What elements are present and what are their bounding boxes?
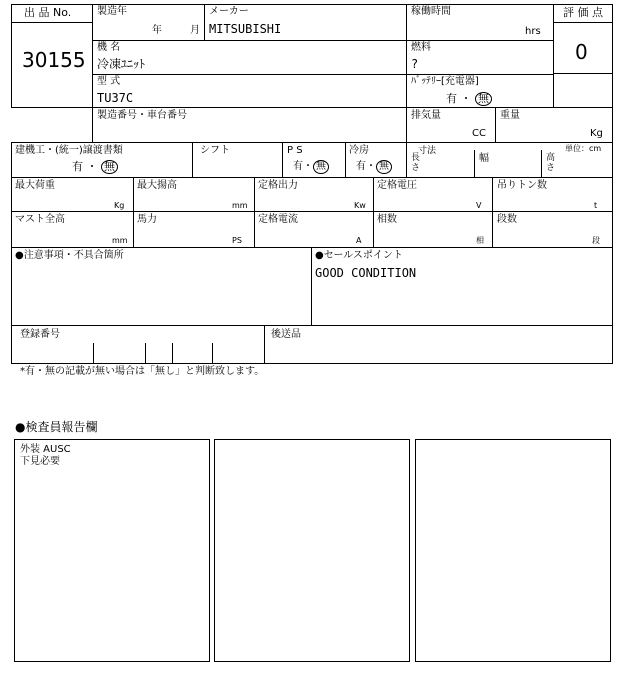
hours-unit: hrs [525,26,541,37]
cooling-no-circled[interactable]: 無 [376,160,392,174]
ps-yes[interactable]: 有 [293,161,303,172]
displacement-label: 排気量 [411,110,441,121]
battery-no-circled[interactable]: 無 [475,92,492,106]
weight-label: 重量 [500,110,520,121]
rated-current-label: 定格電流 [258,214,298,225]
hours-label: 稼働時間 [411,6,451,17]
max-lift-unit: mm [232,201,248,210]
inspector-line-1: 外装 AUSC [20,444,71,455]
rated-voltage-unit: V [476,201,482,210]
registration-label: 登録番号 [20,329,60,340]
divider [11,177,613,178]
sales-point-label: ●セールスポイント [315,250,403,261]
mast-height-unit: mm [112,236,128,245]
mfg-year-label: 製造年 [97,6,127,17]
battery-dot: ・ [460,92,472,105]
divider [553,4,554,108]
transfer-doc-label: 建機工・(統一)譲渡書類 [15,145,123,156]
rated-output-label: 定格出力 [258,180,298,191]
lifting-tons-unit: t [594,201,598,210]
divider [172,343,173,364]
divider [133,177,134,248]
maker-value: MITSUBISHI [209,22,282,36]
ps-label: P S [287,145,303,156]
divider [373,177,374,248]
inspector-heading: ●検査員報告欄 [15,420,98,434]
displacement-unit: CC [472,128,486,139]
rating-value: 0 [575,40,588,64]
lot-number: 30155 [22,48,86,72]
divider [474,150,475,177]
horsepower-label: 馬力 [137,214,157,225]
max-load-label: 最大荷重 [15,180,55,191]
divider [264,325,265,364]
divider [254,177,255,248]
dims-height: 高 さ [546,153,556,173]
rating-label: 評 価 点 [563,6,603,19]
divider [553,22,613,23]
model-type-label: 型 式 [97,76,121,87]
transfer-doc-options [72,160,118,174]
divider [553,73,613,74]
mfg-year-unit: 年 [152,25,162,36]
mast-height-label: マスト全高 [15,214,65,225]
shift-label: シフト [200,145,230,156]
model-type-value: TU37C [97,91,134,105]
battery-options [446,92,492,106]
dims-width: 幅 [479,153,489,164]
divider [92,74,553,75]
spec-table [11,142,613,248]
footnote: *有・無の記載が無い場合は「無し」と判断致します。 [20,366,265,377]
ps-dot: ・ [303,161,313,172]
inspector-line-2: 下見必要 [20,456,60,467]
weight-unit: Kg [590,128,603,139]
divider [345,142,346,177]
fuel-value: ? [411,57,419,71]
dims-unit-note: 単位：cm [565,144,602,153]
divider [406,142,407,177]
divider [495,107,496,143]
battery-yes[interactable]: 有 [446,92,457,105]
transfer-doc-yes[interactable]: 有 [72,160,83,173]
model-name-value: 冷凍ﾕﾆｯﾄ [97,57,146,71]
cooling-label: 冷房 [349,145,369,156]
serial-label: 製造番号・車台番号 [97,110,187,121]
lifting-tons-label: 吊りトン数 [497,180,547,191]
divider [406,107,407,143]
divider [204,4,205,40]
shipping-label: 後送品 [271,329,301,340]
divider [282,142,283,177]
rated-output-unit: Kw [354,201,366,210]
transfer-doc-dot: ・ [86,160,98,173]
inspector-box-1[interactable] [14,439,210,662]
cooling-dot: ・ [366,161,376,172]
steps-unit: 段 [592,236,600,245]
lot-label: 出 品 No. [24,6,72,19]
dims-label: 寸法 [418,146,437,156]
dims-length: 長 さ [411,153,421,173]
rated-current-unit: A [356,236,362,245]
phases-unit: 相 [476,236,484,245]
divider [145,343,146,364]
phases-label: 相数 [377,214,397,225]
transfer-doc-no-circled[interactable]: 無 [101,160,118,174]
maker-label: メーカー [209,6,249,17]
divider [192,142,193,177]
model-name-label: 機 名 [97,42,121,53]
battery-label: ﾊﾞｯﾃﾘｰ[充電器] [411,76,479,87]
divider [311,247,312,325]
notes-block [11,247,613,364]
ps-options [293,160,329,174]
ps-no-circled[interactable]: 無 [313,160,329,174]
sales-point-value: GOOD CONDITION [315,266,417,280]
mfg-month-unit: 月 [190,25,200,36]
divider [11,22,93,23]
divider [11,325,613,326]
notes-label: ●注意事項・不具合箇所 [15,250,124,261]
divider [93,343,94,364]
steps-label: 段数 [497,214,517,225]
divider [11,211,613,212]
rated-voltage-label: 定格電圧 [377,180,417,191]
horsepower-unit: PS [232,236,242,245]
cooling-yes[interactable]: 有 [356,161,366,172]
max-lift-label: 最大揚高 [137,180,177,191]
divider [492,177,493,248]
inspector-box-3[interactable] [415,439,611,662]
max-load-unit: Kg [114,201,125,210]
divider [212,343,213,364]
cooling-options [356,160,392,174]
divider [92,40,553,41]
divider [92,4,93,108]
inspector-box-2[interactable] [214,439,410,662]
divider [541,150,542,177]
divider [406,4,407,108]
fuel-label: 燃料 [411,42,431,53]
